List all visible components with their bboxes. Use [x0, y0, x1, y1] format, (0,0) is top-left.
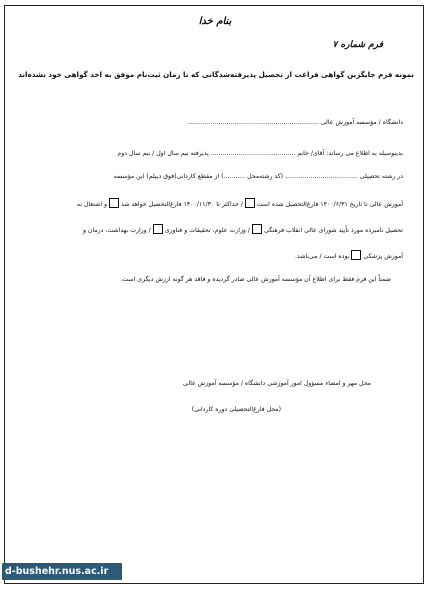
council-checkbox[interactable]	[252, 224, 262, 234]
university-line: دانشگاه / مؤسسه آموزش عالی ...................................................................	[187, 119, 403, 126]
graduation-text-3: و اشتغال به	[76, 201, 108, 208]
form-page	[4, 5, 424, 584]
major-line: در رشته تحصیلی ..................................... (کد رشته‌محل ...........) از مقطع کاردانی(فوق دیپلم) این مؤسسه	[113, 173, 403, 180]
basmala-title: بنام خدا	[198, 16, 232, 27]
signature-line: محل مهر و امضاء مسؤول امور آموزشی دانشگاه / مؤسسه آموزش عالی	[183, 380, 371, 387]
form-heading: نمونه فرم جایگزین گواهی فراغت از تحصیل پذیرفته‌شدگانی که تا زمان ثبت‌نام موفق به اخذ گواهی خود نشده‌اند	[18, 70, 414, 79]
approval-line	[83, 224, 403, 234]
medical-text-1: آموزش پزشکی	[363, 253, 403, 260]
medical-line	[295, 250, 403, 260]
graduate-place-line: (محل فارغ‌التحصیلی دوره کاردانی)	[191, 406, 281, 413]
graduation-line	[77, 198, 403, 208]
site-watermark: d-bushehr.nus.ac.ir	[2, 563, 122, 580]
approval-text-3: / وزارت بهداشت، درمان و	[82, 227, 151, 234]
notice-line: ضمناً این فرم فقط برای اطلاع آن مؤسسه آموزش عالی صادر گردیده و فاقد هر گونه ارزش دیگری است.	[120, 276, 391, 283]
graduation-text-2: / حداکثر تا ۱۴۰۰/۱۱/۳۰ فارغ‌التحصیل خواهد شد	[121, 201, 243, 208]
health-ministry-checkbox[interactable]	[351, 250, 361, 260]
student-line: بدینوسیله به اطلاع می رساند: آقای/ خانم ........................................... پذیرفته نیم سال اول / نیم سال دوم	[117, 150, 403, 157]
science-ministry-checkbox[interactable]	[153, 224, 163, 234]
approval-text-1: تحصیل نامبرده مورد تأیید شورای عالی انقلاب فرهنگی	[263, 227, 403, 234]
form-number: فرم شماره ۷	[332, 40, 383, 50]
graduation-text-1: آموزش عالی تا تاریخ ۱۴۰۰/۶/۳۱ فارغ‌التحصیل شده است	[256, 201, 403, 208]
medical-text-2: بوده است / می‌باشد.	[295, 253, 350, 260]
approval-text-2: / وزارت علوم، تحقیقات و فناوری	[164, 227, 250, 234]
will-graduate-checkbox[interactable]	[109, 198, 119, 208]
graduated-checkbox[interactable]	[245, 198, 255, 208]
